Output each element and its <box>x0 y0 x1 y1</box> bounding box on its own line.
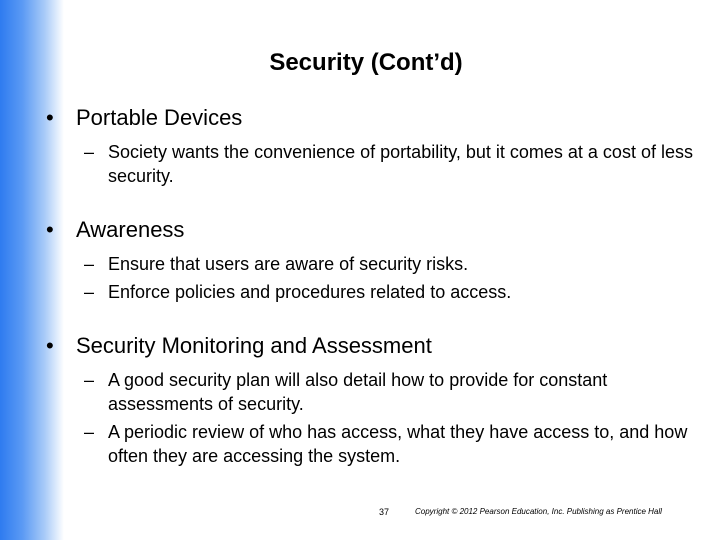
copyright-notice: Copyright © 2012 Pearson Education, Inc. Publishing as Prentice Hall <box>415 507 662 516</box>
bullet <box>46 104 696 132</box>
sub-bullet <box>84 368 696 416</box>
sub-bullet-marker: – <box>84 282 95 302</box>
bullet-awareness <box>46 216 696 304</box>
sub-bullet-marker: – <box>84 370 95 390</box>
bullet-marker: • <box>46 333 54 358</box>
bullet-text: Awareness <box>76 217 185 242</box>
slide-title: Security (Cont’d) <box>269 49 463 76</box>
sub-bullet-marker: – <box>84 422 95 442</box>
sub-bullet-text: A good security plan will also detail how to provide for constant assessments of security. <box>108 370 608 414</box>
sub-bullet-text: Society wants the convenience of portability, but it comes at a cost of less security. <box>108 142 693 186</box>
sub-bullet-text: A periodic review of who has access, what they have access to, and how often they are accessing the system. <box>108 422 688 466</box>
sub-bullet-text: Enforce policies and procedures related to access. <box>108 282 512 302</box>
slide-content <box>46 104 696 472</box>
page-number: 37 <box>379 507 390 517</box>
bullet-text: Portable Devices <box>76 105 243 130</box>
bullet-marker: • <box>46 217 54 242</box>
bullet-security-monitoring <box>46 332 696 468</box>
sub-bullet-list <box>84 140 696 188</box>
bullet-marker: • <box>46 105 54 130</box>
sub-bullet <box>84 252 696 276</box>
bullet <box>46 216 696 244</box>
bullet-portable-devices <box>46 104 696 188</box>
sub-bullet-text: Ensure that users are aware of security risks. <box>108 254 469 274</box>
sub-bullet-list <box>84 252 696 304</box>
sub-bullet-marker: – <box>84 254 95 274</box>
sub-bullet-list <box>84 368 696 468</box>
bullet-text: Security Monitoring and Assessment <box>76 333 432 358</box>
sub-bullet <box>84 420 696 468</box>
bullet <box>46 332 696 360</box>
sub-bullet <box>84 140 696 188</box>
sub-bullet-marker: – <box>84 142 95 162</box>
sub-bullet <box>84 280 696 304</box>
